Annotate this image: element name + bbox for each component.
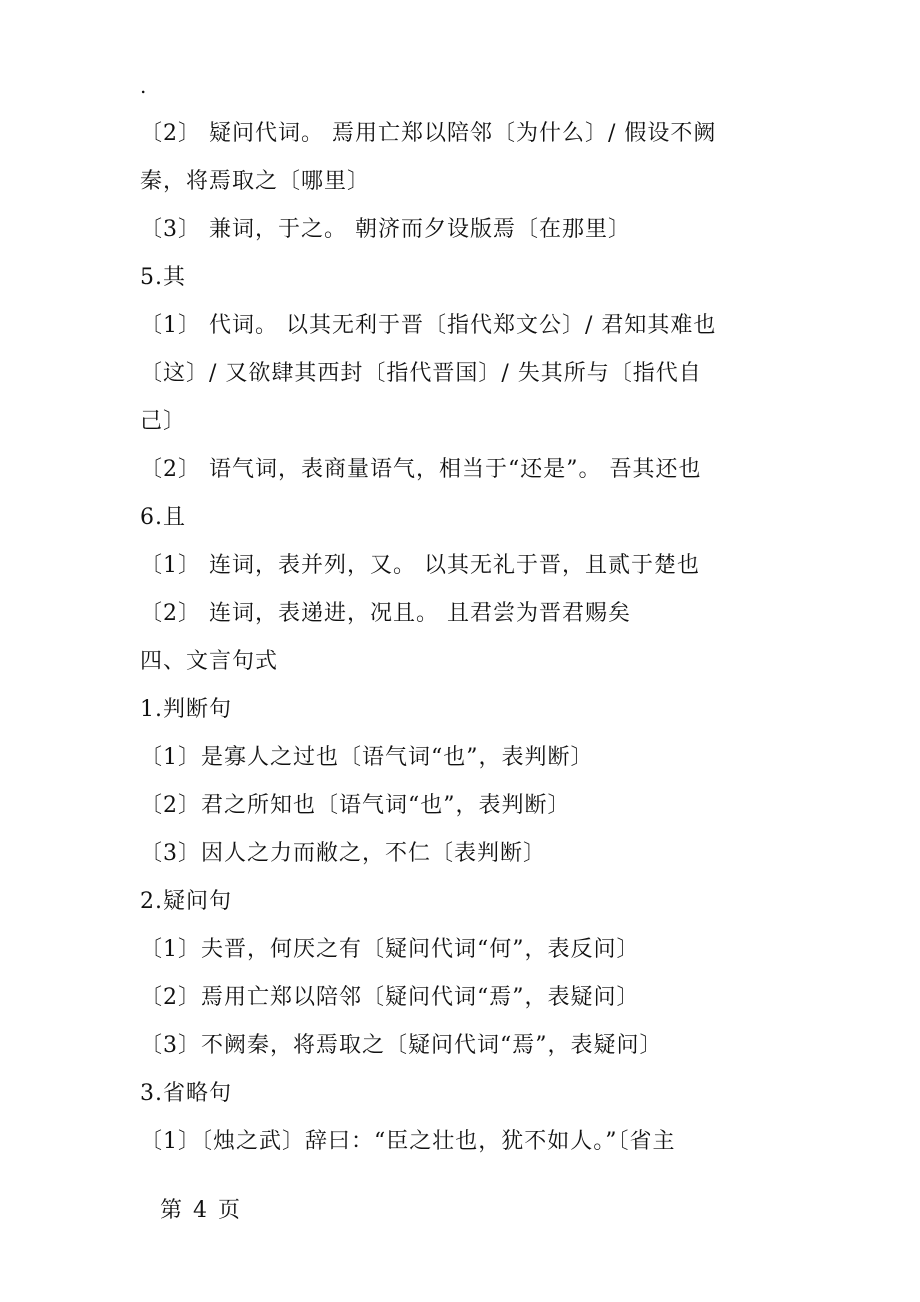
text-line: 〔3〕 兼词，于之。 朝济而夕设版焉〔在那里〕: [140, 217, 631, 242]
text-line: 〔1〕是寡人之过也〔语气词“也”，表判断〕: [140, 745, 594, 770]
section-heading: 1.判断句: [140, 697, 232, 722]
text-line: 〔3〕因人之力而敝之，不仁〔表判断〕: [140, 841, 546, 866]
chapter-heading: 四、文言句式: [140, 649, 279, 674]
text-line: 〔2〕 语气词，表商量语气，相当于“还是”。 吾其还也: [140, 457, 702, 482]
section-heading: 6.且: [140, 505, 186, 530]
section-heading: 5.其: [140, 265, 186, 290]
text-line: 〔1〕〔烛之武〕辞曰：“臣之壮也，犹不如人。”〔省主: [140, 1129, 676, 1154]
text-line: 〔2〕 连词，表递进，况且。 且君尝为晋君赐矣: [140, 601, 631, 626]
document-body: [140, 110, 780, 1166]
text-line: 〔2〕君之所知也〔语气词“也”，表判断〕: [140, 793, 571, 818]
text-line: 秦，将焉取之〔哪里〕: [140, 169, 371, 194]
header-dot: .: [140, 74, 147, 98]
section-heading: 2.疑问句: [140, 889, 232, 914]
text-line: 〔1〕夫晋，何厌之有〔疑问代词“何”，表反问〕: [140, 937, 640, 962]
text-line: 〔3〕不阙秦，将焉取之〔疑问代词“焉”，表疑问〕: [140, 1033, 663, 1058]
section-heading: 3.省略句: [140, 1081, 232, 1106]
text-line: 〔2〕焉用亡郑以陪邻〔疑问代词“焉”，表疑问〕: [140, 985, 640, 1010]
text-line: 〔2〕 疑问代词。 焉用亡郑以陪邻〔为什么〕/ 假设不阙: [140, 121, 717, 146]
page-number: 第 4 页: [160, 1198, 242, 1223]
text-line: 〔这〕/ 又欲肆其西封〔指代晋国〕/ 失其所与〔指代自: [140, 361, 702, 386]
text-line: 〔1〕 连词，表并列，又。 以其无礼于晋，且贰于楚也: [140, 553, 700, 578]
text-line: 〔1〕 代词。 以其无利于晋〔指代郑文公〕/ 君知其难也: [140, 313, 717, 338]
text-line: 己〕: [140, 409, 187, 434]
